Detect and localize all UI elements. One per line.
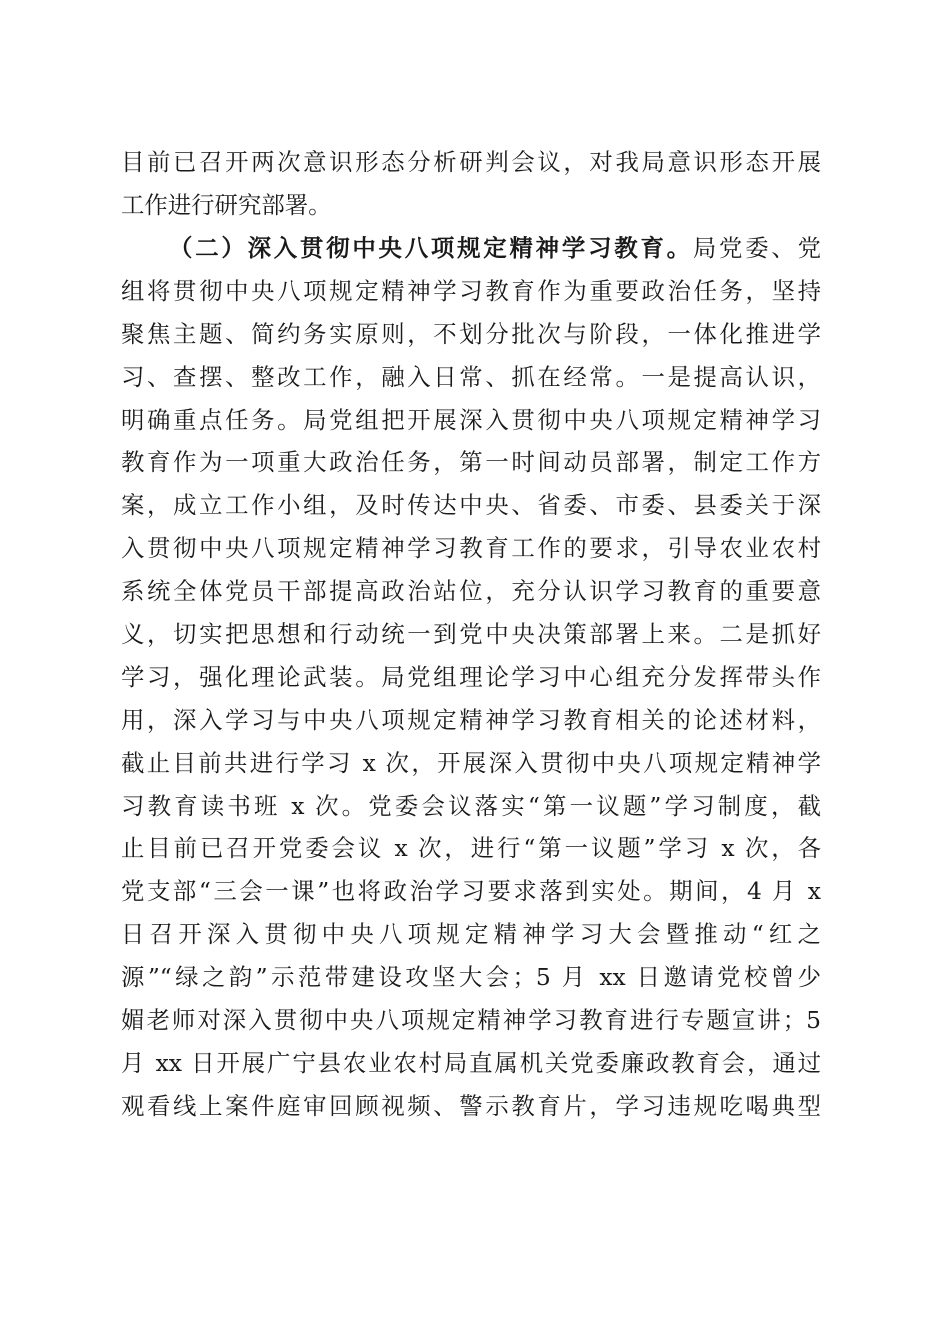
text-line: 日召开深入贯彻中央八项规定精神学习大会暨推动“红之 (121, 920, 821, 949)
text-line: 源”“绿之韵”示范带建设攻坚大会；5 月 xx 日邀请党校曾少 (121, 963, 821, 992)
text-line: 义，切实把思想和行动统一到党中央决策部署上来。二是抓好 (121, 620, 821, 649)
text-line: 止目前已召开党委会议 x 次，进行“第一议题”学习 x 次，各 (121, 834, 821, 863)
text-line: 学习，强化理论武装。局党组理论学习中心组充分发挥带头作 (121, 662, 821, 691)
text-line: 用，深入学习与中央八项规定精神学习教育相关的论述材料， (121, 705, 821, 734)
section-first-line (121, 227, 821, 270)
text-line: 媚老师对深入贯彻中央八项规定精神学习教育进行专题宣讲；5 (121, 1006, 821, 1035)
text-line-rest: 局党委、党 (692, 234, 822, 262)
text-line: 目前已召开两次意识形态分析研判会议，对我局意识形态开展 (121, 148, 821, 176)
text-line: 案，成立工作小组，及时传达中央、省委、市委、县委关于深 (121, 491, 821, 520)
text-line: 截止目前共进行学习 x 次，开展深入贯彻中央八项规定精神学 (121, 748, 821, 777)
paragraph-continuation (121, 141, 821, 227)
text-line: 教育作为一项重大政治任务，第一时间动员部署，制定工作方 (121, 448, 821, 477)
text-line: 聚焦主题、简约务实原则，不划分批次与阶段，一体化推进学 (121, 319, 821, 348)
text-line: 工作进行研究部署。 (121, 190, 332, 219)
section-heading: （二）深入贯彻中央八项规定精神学习教育。 (169, 234, 693, 262)
text-line: 习教育读书班 x 次。党委会议落实“第一议题”学习制度，截 (121, 791, 821, 820)
text-line: 月 xx 日开展广宁县农业农村局直属机关党委廉政教育会，通过 (121, 1048, 821, 1077)
text-line: 观看线上案件庭审回顾视频、警示教育片，学习违规吃喝典型 (121, 1091, 821, 1120)
text-line: 明确重点任务。局党组把开展深入贯彻中央八项规定精神学习 (121, 405, 821, 434)
text-line: 党支部“三会一课”也将政治学习要求落到实处。期间，4 月 x (121, 877, 821, 906)
text-line: 习、查摆、整改工作，融入日常、抓在经常。一是提高认识， (121, 362, 821, 391)
text-line: 组将贯彻中央八项规定精神学习教育作为重要政治任务，坚持 (121, 276, 821, 305)
paragraph-section-two (121, 227, 821, 1128)
text-line: 系统全体党员干部提高政治站位，充分认识学习教育的重要意 (121, 577, 821, 606)
text-line: 入贯彻中央八项规定精神学习教育工作的要求，引导农业农村 (121, 534, 821, 563)
